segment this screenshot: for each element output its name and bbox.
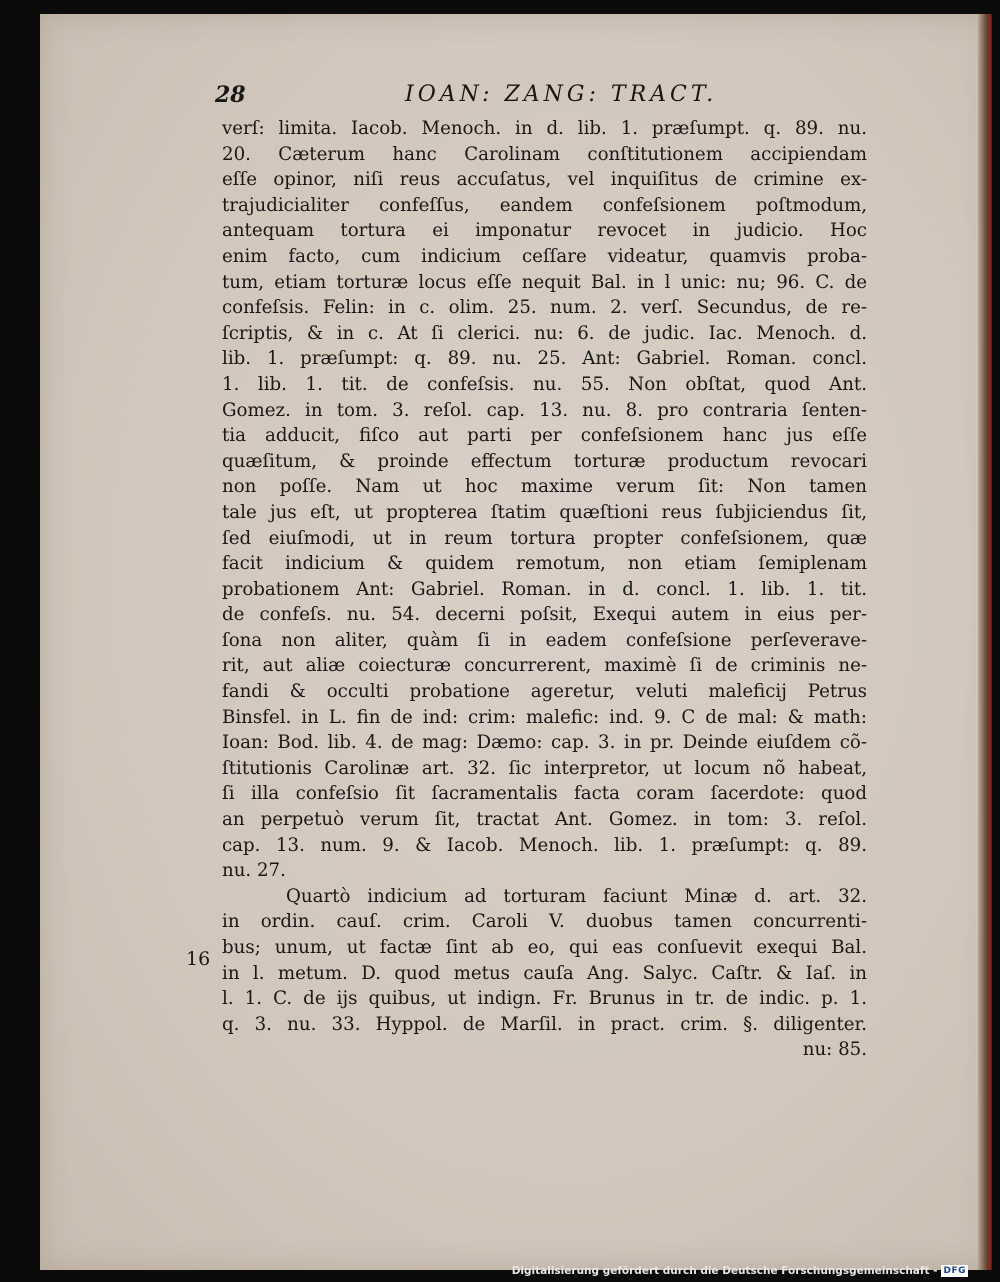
spine-binding-stripe <box>987 14 991 1270</box>
text-line: cap. 13. num. 9. & Iacob. Menoch. lib. 1. præſumpt: q. 89. <box>222 834 867 856</box>
text-line: ſtitutionis Carolinæ art. 32. ſic interpretor, ut locum nõ habeat, <box>222 757 867 779</box>
text-line: bus; unum, ut factæ ſint ab eo, qui eas conſuevit exequi Bal. <box>222 937 867 958</box>
marginal-number: 16 <box>186 948 211 970</box>
text-line: non poſſe. Nam ut hoc maxime verum ſit: Non tamen <box>222 476 867 498</box>
text-line: 1. lib. 1. tit. de confeſsis. nu. 55. Non obſtat, quod Ant. <box>222 373 867 395</box>
text-line: l. 1. C. de ijs quibus, ut indign. Fr. Brunus in tr. de indic. p. 1. <box>222 988 867 1010</box>
text-line: Ioan: Bod. lib. 4. de mag: Dæmo: cap. 3. in pr. Deinde eiuſdem cõ- <box>222 732 867 754</box>
funding-notice: Digitalisierung gefördert durch die Deutsche Forschungsgemeinschaft - <box>511 1265 938 1277</box>
main-text <box>222 116 867 1063</box>
text-line: q. 3. nu. 33. Hyppol. de Marſil. in pract. crim. §. diligenter. <box>222 1013 867 1035</box>
text-line: fandi & occulti probatione ageretur, veluti maleficij Petrus <box>222 681 867 703</box>
text-line: quæſitum, & proinde effectum torturæ productum revocari <box>222 450 867 472</box>
text-line: nu. 27. <box>222 860 286 882</box>
text-line: Gomez. in tom. 3. reſol. cap. 13. nu. 8. pro contraria ſenten- <box>222 399 867 421</box>
text-line: Quartò indicium ad torturam faciunt Minæ d. art. 32. <box>286 885 867 907</box>
text-line: in l. metum. D. quod metus cauſa Ang. Salyc. Caſtr. & Iaſ. in <box>222 962 867 984</box>
text-line: facit indicium & quidem remotum, non etiam ſemiplenam <box>222 553 867 575</box>
text-line: in ordin. cauſ. crim. Caroli V. duobus tamen concurrenti- <box>222 911 867 933</box>
text-line: tum, etiam torturæ locus eſſe nequit Bal. in l unic: nu; 96. C. de <box>222 271 867 293</box>
text-line: enim facto, cum indicium ceſſare videatur, quamvis proba- <box>222 245 867 267</box>
text-line: ſi illa confeſsio ſit ſacramentalis facta coram ſacerdote: quod <box>222 783 867 805</box>
text-line: eſſe opinor, niſi reus accuſatus, vel inquiſitus de crimine ex- <box>222 169 867 191</box>
text-line: ſona non aliter, quàm ſi in eadem confeſsione perſeverave- <box>222 629 867 651</box>
text-line: Binsfel. in L. fin de ind: crim: malefic: ind. 9. C de mal: & math: <box>222 706 867 728</box>
text-line: verſ: limita. Iacob. Menoch. in d. lib. 1. præſumpt. q. 89. nu. <box>222 118 867 139</box>
text-line: an perpetuò verum ſit, tractat Ant. Gomez. in tom: 3. reſol. <box>222 809 867 831</box>
text-line: ſcriptis, & in c. At ſi clerici. nu: 6. de judic. Iac. Menoch. d. <box>222 322 867 344</box>
page-number: 28 <box>215 82 246 108</box>
page-header <box>215 82 865 114</box>
text-line: 20. Cæterum hanc Carolinam conſtitutionem accipiendam <box>222 143 867 165</box>
running-head: IOAN: ZANG: TRACT. <box>405 82 718 107</box>
text-line: lib. 1. præſumpt: q. 89. nu. 25. Ant: Gabriel. Roman. concl. <box>222 348 867 370</box>
text-line: de confeſs. nu. 54. decerni poſsit, Exequi autem in eius per- <box>222 604 867 626</box>
text-line: tale jus eſt, ut propterea ſtatim quæſtioni reus ſubjiciendus ſit, <box>222 501 867 523</box>
text-line: ſed eiuſmodi, ut in reum tortura propter confeſsionem, quæ <box>222 527 867 549</box>
text-line: probationem Ant: Gabriel. Roman. in d. concl. 1. lib. 1. tit. <box>222 578 867 600</box>
dfg-logo: DFG <box>943 1266 966 1276</box>
text-line: tia adducit, fiſco aut parti per confeſsionem hanc jus eſſe <box>222 425 867 447</box>
text-line: rit, aut aliæ coiecturæ concurrerent, maximè ſi de criminis ne- <box>222 655 867 677</box>
catchword: nu: 85. <box>802 1039 867 1061</box>
digitization-footer <box>512 1264 968 1278</box>
text-line: confeſsis. Felin: in c. olim. 25. num. 2. verſ. Secundus, de re- <box>222 297 867 319</box>
text-line: trajudicialiter confeſſus, eandem confeſsionem poſtmodum, <box>222 194 867 216</box>
text-line: antequam tortura ei imponatur revocet in judicio. Hoc <box>222 220 867 242</box>
